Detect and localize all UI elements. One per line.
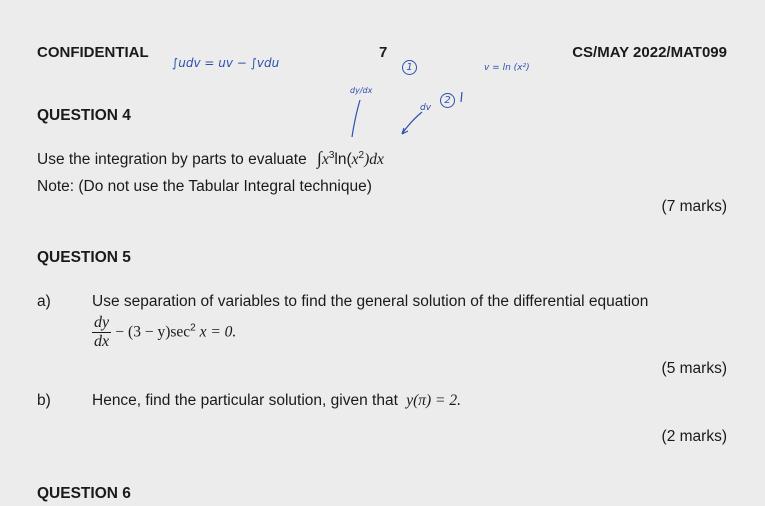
header-page-number: 7 [379, 44, 388, 61]
question-5b-marks: (2 marks) [661, 428, 727, 445]
dy-dx-fraction [92, 314, 111, 351]
question-5b-text [92, 392, 461, 410]
handwritten-derivative-note: dy/dx [350, 86, 373, 95]
fraction-numerator: dy [94, 314, 110, 331]
question-5b-label: b) [37, 392, 51, 409]
handwritten-circle-one: 1 [402, 60, 417, 75]
question-6-title: QUESTION 6 [37, 485, 131, 502]
handwritten-dv-note: dv [420, 103, 432, 113]
handwritten-parts-formula: ∫udv = uv − ∫vdu [172, 56, 280, 70]
integral-sign: ∫ [317, 148, 322, 168]
header-course-code: CS/MAY 2022/MAT099 [572, 44, 727, 61]
integrand-dx: )dx [364, 151, 384, 168]
equation-power: 2 [190, 322, 196, 334]
question-4-note: Note: (Do not use the Tabular Integral technique) [37, 178, 372, 195]
question-4-prompt [37, 148, 384, 169]
fraction-denominator: dx [94, 333, 110, 350]
question-5a-text: Use separation of variables to find the general solution of the differential equation [92, 293, 649, 310]
question-5a-equation [92, 314, 236, 351]
equation-middle: − (3 − y)sec [115, 323, 191, 341]
integrand-ln: ln( [334, 151, 352, 168]
integrand-inner-power: 2 [358, 149, 365, 161]
integrand-x-power: 3 [328, 149, 335, 161]
integrand-x: x [321, 151, 329, 168]
question-5-title: QUESTION 5 [37, 249, 131, 266]
header-confidential: CONFIDENTIAL [37, 44, 149, 61]
question-5a-label: a) [37, 293, 51, 310]
question-5b-prompt: Hence, find the particular solution, given that [92, 392, 398, 409]
question-5a-marks: (5 marks) [661, 360, 727, 377]
question-4-title: QUESTION 4 [37, 107, 131, 124]
handwritten-circle-two: 2 [440, 93, 455, 108]
integrand-inner-x: x [351, 151, 359, 168]
question-4-marks: (7 marks) [661, 198, 727, 215]
question-4-prompt-text: Use the integration by parts to evaluate [37, 151, 307, 168]
equation-end: x = 0. [195, 323, 237, 341]
handwritten-v-note: v = ln (x²) [484, 63, 530, 73]
handwritten-arrows [330, 92, 470, 142]
initial-condition: y(π) = 2. [406, 392, 462, 409]
